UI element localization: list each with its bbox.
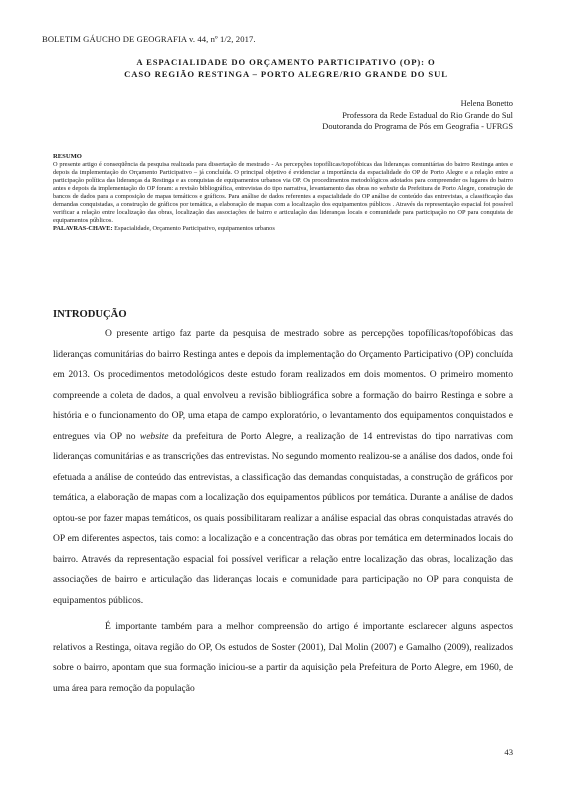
- abstract-block: [53, 153, 513, 233]
- author-affiliation-1: Professora da Rede Estadual do Rio Grande do Sul: [342, 110, 513, 120]
- abstract-text-part-1: O presente artigo é conseqüência da pesquisa realizada para dissertação de mestrado - As percepções topofílicas/topofóbicas das lideranças comunitárias do bairro Restinga antes e depois da implementação do Orçamento Participativo – já concluída. O principal objetivo é evidenciar a importância da espacialidade do OP de Porto Alegre e a relação entre a participação política das lideranças da Restinga e as conquistas de equipamentos urbanos via OP. Os procedimentos metodológicos adotados para compreender os lugares do bairro antes e depois da implementação do OP foram: a revisão bibliográfica, entrevistas do tipo narrativa, levantamento das obras no: [53, 160, 513, 192]
- intro-p1-part-1: O presente artigo faz parte da pesquisa de mestrado sobre as percepções topofílicas/topofóbicas das lideranças comunitárias do bairro Restinga antes e depois da implementação do Orçamento Participativo (OP) concluída em 2013. Os procedimentos metodológicos deste estudo foram realizados em dois momentos. O primeiro momento compreende a coleta de dados, a qual envolveu a revisão bibliográfica sobre a formação do bairro Restinga e sobre a história e o funcionamento do OP, uma etapa de campo exploratório, o levantamento dos equipamentos conquistados e entregues via OP no: [53, 328, 513, 442]
- abstract-italic-word: website: [379, 184, 399, 192]
- abstract-text-part-2: da Prefeitura de Porto Alegre, construção de bancos de dados para a composição de mapas temáticos e gráficos. Para análise de dados referentes a espacialidade do OP análise de conteúdo das entrevistas, a classificação das demandas conquistadas, a construção de gráficos por temática, a elaboração de mapas com a localização dos equipamentos públicos . Através da representação espacial foi possível verificar a relação entre localização das obras, localização das associações de bairro e articulação das lideranças locais e comunidade para participação no OP para conquista de equipamentos públicos.: [53, 184, 513, 224]
- author-name: Helena Bonetto: [460, 99, 513, 108]
- intro-paragraph-2: É importante também para a melhor compreensão do artigo é importante esclarecer alguns aspectos relativos a Restinga, oitava região do OP, Os estudos de Soster (2001), Dal Molin (2007) e Gamalho (2009), realizados sobre o bairro, apontam que sua formação iniciou-se a partir da aquisição pela Prefeitura de Porto Alegre, em 1960, de uma área para remoção da população: [53, 621, 513, 694]
- author-affiliation-2: Doutoranda do Programa de Pós em Geografia - UFRGS: [322, 122, 513, 131]
- article-title: [56, 57, 516, 80]
- page-number: 43: [504, 747, 513, 757]
- intro-p1-italic-word: website: [139, 430, 169, 442]
- article-title-line-1: A ESPACIALIDADE DO ORÇAMENTO PARTICIPATIVO (OP): O: [136, 57, 436, 67]
- intro-p1-part-2: da prefeitura de Porto Alegre, a realização de 14 entrevistas do tipo narrativas com lideranças comunitárias e as transcrições das entrevistas. No segundo momento realizou-se a análise dos dados, onde foi efetuada a análise de conteúdo das entrevistas, a classificação das demandas conquistadas, a construção de gráficos por temática, a elaboração de mapas com a localização dos equipamentos públicos por temática. Durante a análise de dados optou-se por fazer mapas temáticos, os quais possibilitaram realizar a análise espacial das obras conquistadas através do OP em diferentes aspectos, tais como: a localização e a concentração das obras por temática em determinados locais do bairro. Através da representação espacial foi possível verificar a relação entre localização das obras, localização das associações de bairro e articulação das lideranças locais e comunidade para participação no OP para conquista de equipamentos públicos.: [53, 430, 514, 606]
- keywords-label: PALAVRAS-CHAVE:: [53, 224, 113, 232]
- keywords-line: [53, 225, 513, 233]
- intro-heading: INTRODUÇÃO: [53, 309, 127, 320]
- intro-paragraph-1: [53, 324, 513, 611]
- intro-body: [53, 324, 513, 699]
- abstract-heading: RESUMO: [53, 153, 82, 160]
- author-block: [322, 98, 513, 133]
- article-title-line-2: CASO REGIÃO RESTINGA – PORTO ALEGRE/RIO GRANDE DO SUL: [124, 68, 448, 79]
- journal-header: BOLETIM GÁUCHO DE GEOGRAFIA v. 44, nº 1/2, 2017.: [42, 34, 256, 44]
- keywords-text: Espacialidade, Orçamento Participativo, equipamentos urbanos: [112, 224, 275, 232]
- abstract-text: [53, 161, 513, 225]
